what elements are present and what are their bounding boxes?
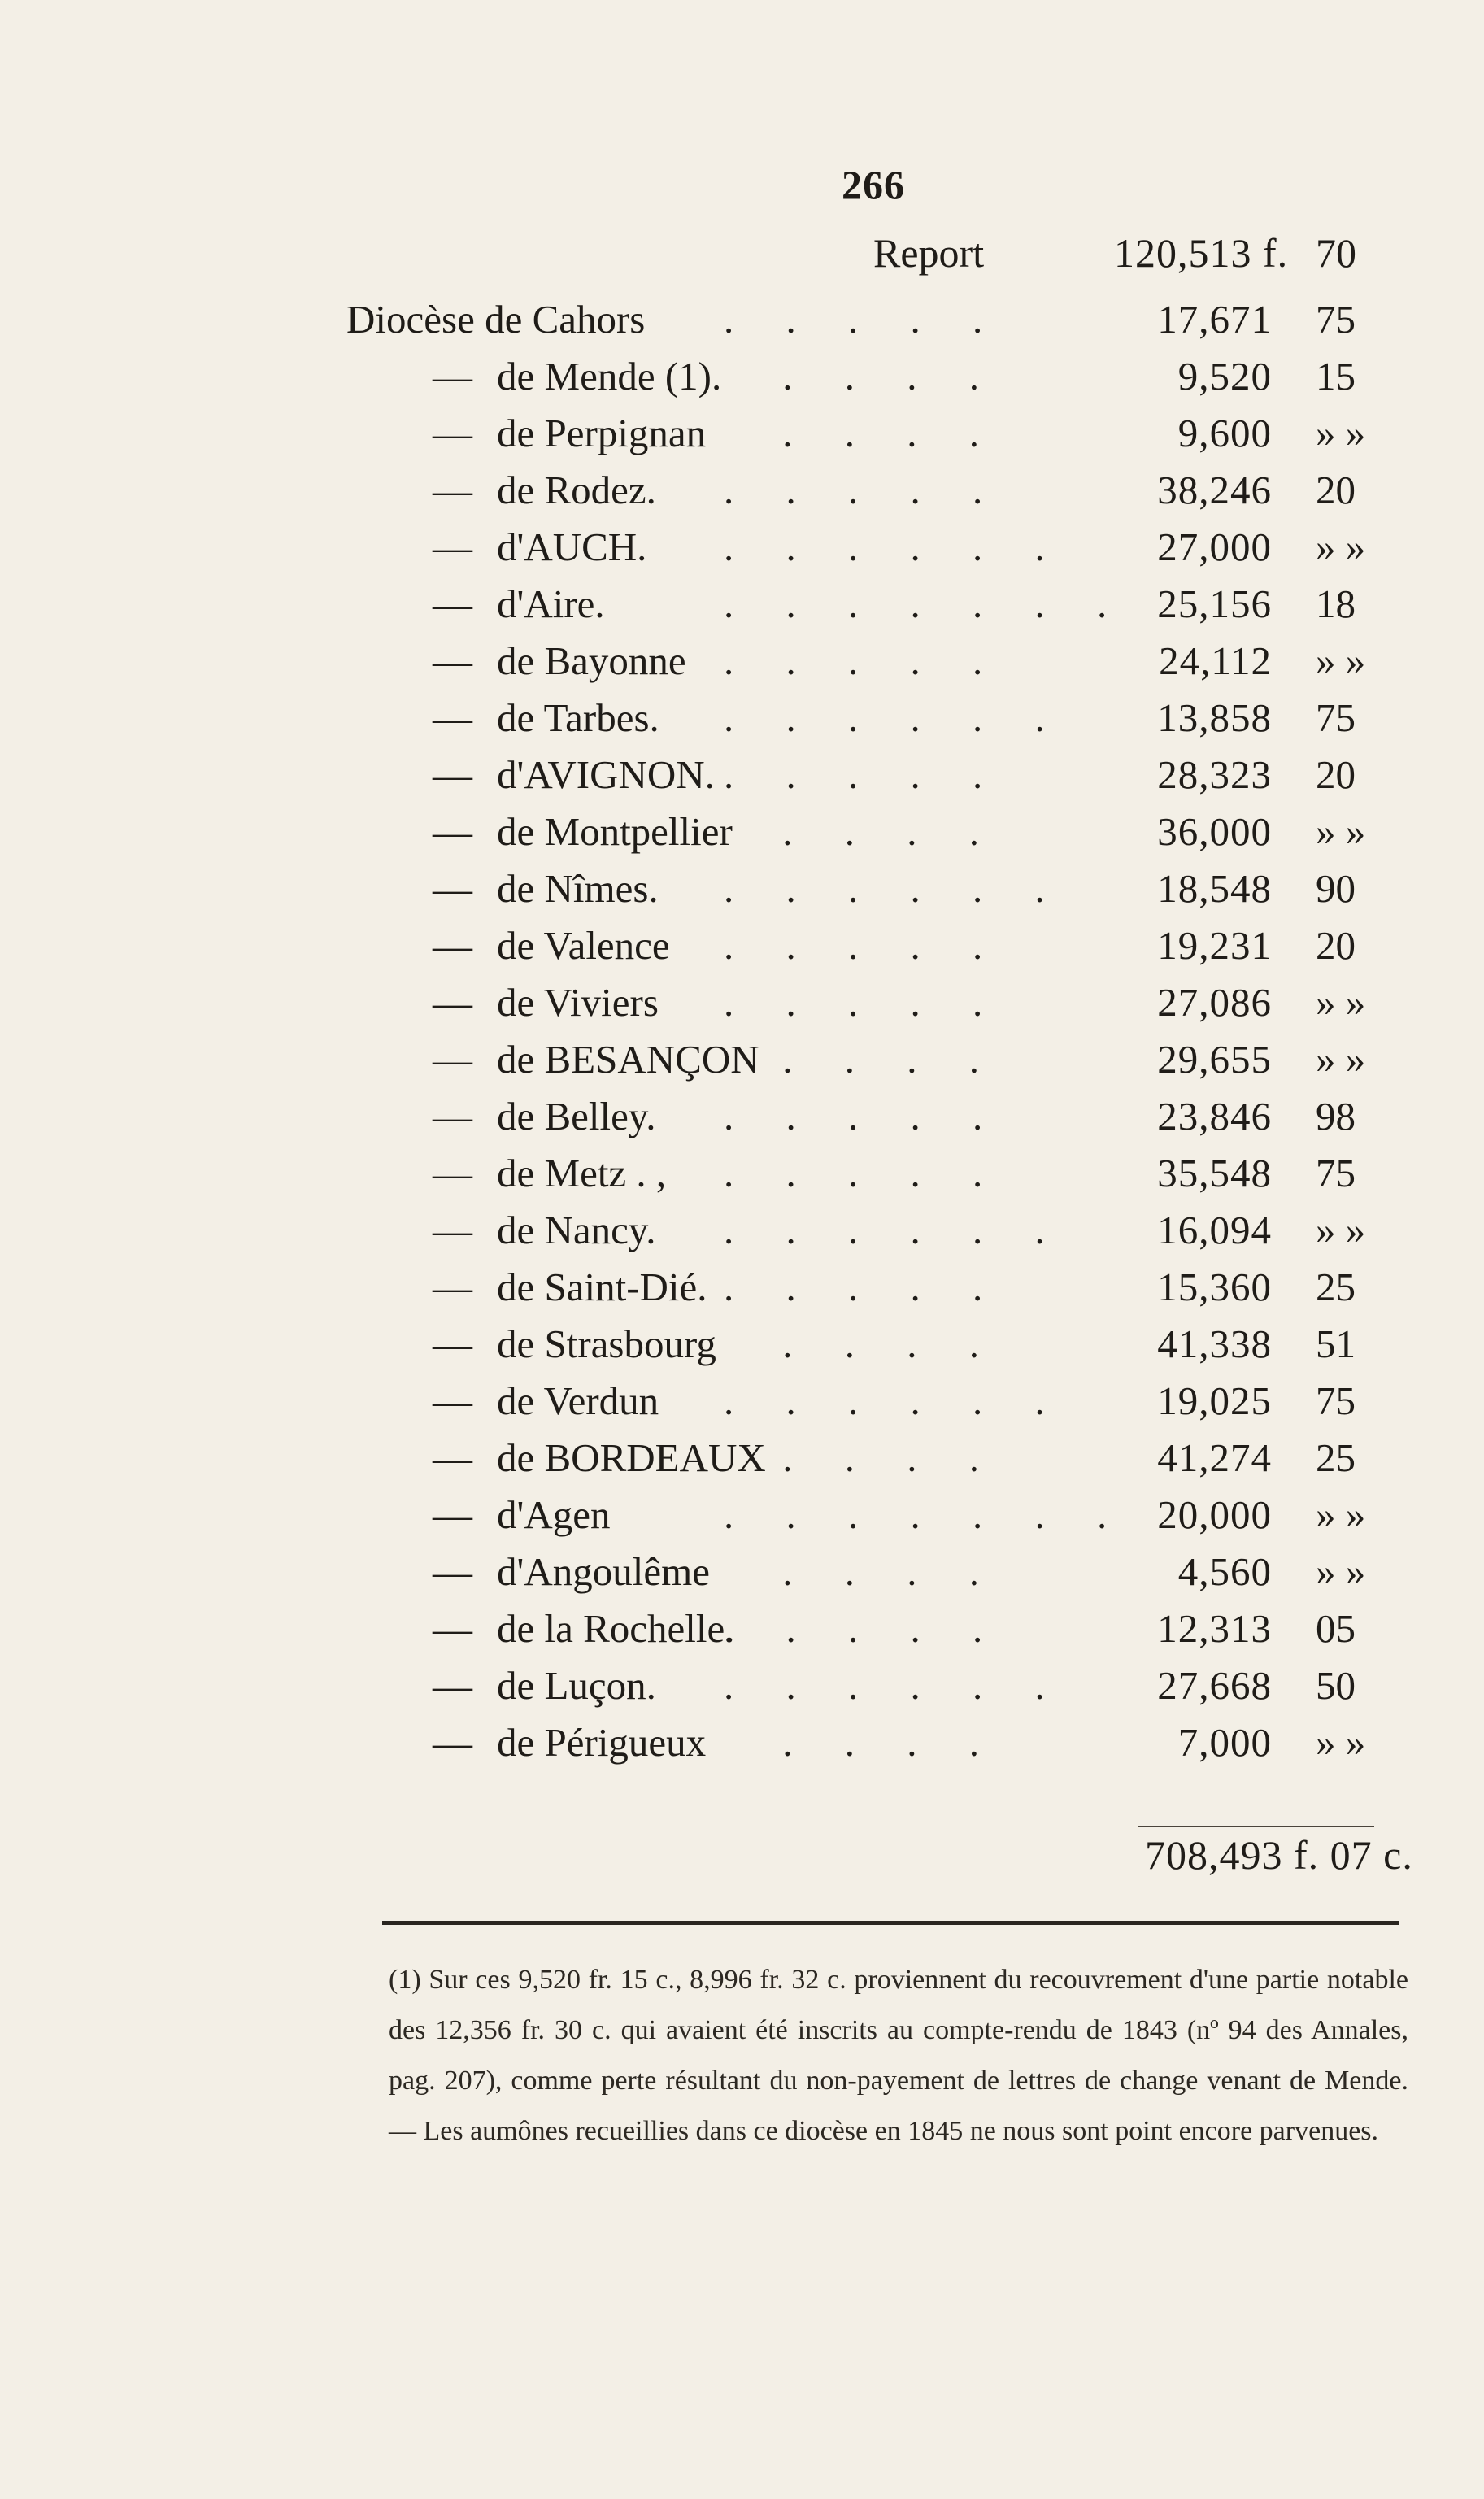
- amount-francs: 27,000: [1157, 525, 1272, 569]
- amount-francs: 12,313: [1157, 1606, 1272, 1651]
- amount-francs: 41,338: [1157, 1321, 1272, 1366]
- leader-dots: . . . .: [782, 1435, 1000, 1480]
- ledger-row: [0, 1714, 1484, 1771]
- diocese-label: d'Aire.: [497, 581, 605, 626]
- leader-dots: . . . . . .: [724, 1208, 1066, 1252]
- ditto-dash: —: [433, 1208, 472, 1252]
- report-amount: 120,513 f.: [1114, 230, 1289, 276]
- diocese-label: de Périgueux: [497, 1720, 707, 1765]
- diocese-name: [433, 1600, 735, 1657]
- diocese-label: d'Angoulême: [497, 1549, 710, 1594]
- leader-dots: . . . .: [782, 809, 1000, 854]
- amount-francs: 15,360: [1157, 1265, 1272, 1309]
- leader-dots: . . . . . .: [724, 866, 1066, 911]
- ditto-dash: —: [433, 1265, 472, 1309]
- report-label: Report: [873, 230, 985, 276]
- diocese-label: de Bayonne: [497, 638, 686, 683]
- leader-dots: . . . .: [782, 1321, 1000, 1366]
- ditto-dash: —: [433, 1549, 472, 1594]
- ledger-row: [0, 1543, 1484, 1600]
- amount-francs: 7,000: [1177, 1720, 1272, 1765]
- amount-centimes: » »: [1316, 1037, 1366, 1082]
- amount-francs: 35,548: [1157, 1151, 1272, 1195]
- amount-francs: 23,846: [1157, 1094, 1272, 1138]
- leader-dots: . . . . .: [724, 297, 1004, 342]
- diocese-label: de Strasbourg: [497, 1321, 716, 1366]
- ditto-dash: —: [433, 866, 472, 911]
- ledger-row: [0, 1031, 1484, 1088]
- leader-dots: . . . . .: [724, 752, 1004, 797]
- diocese-name: [433, 1316, 716, 1373]
- amount-centimes: » »: [1316, 1492, 1366, 1537]
- ditto-dash: —: [433, 1720, 472, 1765]
- diocese-label: de Tarbes.: [497, 695, 659, 740]
- diocese-label: de Saint-Dié.: [497, 1265, 707, 1309]
- diocese-name: [433, 576, 605, 633]
- ledger-row: [0, 519, 1484, 576]
- leader-dots: . . . . . .: [724, 525, 1066, 569]
- leader-dots: . . . . . .: [724, 695, 1066, 740]
- diocese-label: d'Agen: [497, 1492, 611, 1537]
- ditto-dash: —: [433, 638, 472, 683]
- ditto-dash: —: [433, 354, 472, 398]
- diocese-label: de Luçon.: [497, 1663, 656, 1708]
- leader-dots: . . . . .: [724, 468, 1004, 512]
- ledger-row: [0, 1145, 1484, 1202]
- amount-francs: 27,668: [1157, 1663, 1272, 1708]
- amount-francs: 18,548: [1157, 866, 1272, 911]
- footnote-separator: [382, 1921, 1399, 1925]
- ledger-row: [0, 348, 1484, 405]
- diocese-label: de Montpellier: [497, 809, 733, 854]
- ledger-row: [0, 1600, 1484, 1657]
- amount-francs: 16,094: [1157, 1208, 1272, 1252]
- diocese-name: [433, 747, 715, 803]
- amount-centimes: 25: [1316, 1265, 1356, 1309]
- amount-centimes: » »: [1316, 1720, 1366, 1765]
- diocese-label: de Nancy.: [497, 1208, 656, 1252]
- ledger-row: [0, 1316, 1484, 1373]
- diocese-name: [433, 1543, 710, 1600]
- amount-centimes: » »: [1316, 1208, 1366, 1252]
- diocese-label: Diocèse de Cahors: [346, 297, 646, 342]
- ledger-row: [0, 860, 1484, 917]
- diocese-label: de Verdun: [497, 1378, 659, 1423]
- amount-centimes: 20: [1316, 752, 1356, 797]
- diocese-name: [433, 690, 659, 747]
- diocese-ledger: [0, 291, 1484, 1771]
- diocese-name: [433, 860, 659, 917]
- diocese-name: [433, 1714, 706, 1771]
- amount-francs: 9,520: [1177, 354, 1272, 398]
- ditto-dash: —: [433, 752, 472, 797]
- amount-centimes: 15: [1316, 354, 1356, 398]
- total-rule: [1138, 1826, 1374, 1827]
- ledger-row: [0, 1657, 1484, 1714]
- leader-dots: . . . . . .: [724, 1663, 1066, 1708]
- diocese-name: [433, 1430, 766, 1487]
- leader-dots: . . . . .: [724, 1094, 1004, 1138]
- ledger-row: [0, 462, 1484, 519]
- ditto-dash: —: [433, 1151, 472, 1195]
- ditto-dash: —: [433, 695, 472, 740]
- diocese-name: [433, 1145, 666, 1202]
- ditto-dash: —: [433, 1094, 472, 1138]
- amount-francs: 29,655: [1157, 1037, 1272, 1082]
- diocese-name: [433, 405, 706, 462]
- amount-centimes: » »: [1316, 980, 1366, 1025]
- amount-francs: 41,274: [1157, 1435, 1272, 1480]
- diocese-label: d'AUCH.: [497, 525, 647, 569]
- diocese-name: [433, 1088, 655, 1145]
- amount-francs: 20,000: [1157, 1492, 1272, 1537]
- diocese-label: de Rodez.: [497, 468, 656, 512]
- ledger-row: [0, 690, 1484, 747]
- ledger-row: [0, 1487, 1484, 1543]
- leader-dots: . . . .: [782, 1549, 1000, 1594]
- diocese-name: [433, 1487, 610, 1543]
- diocese-name: [433, 633, 686, 690]
- diocese-name: [433, 1373, 659, 1430]
- footnote: (1) Sur ces 9,520 fr. 15 c., 8,996 fr. 32 c. proviennent du recouvrement d'une partie notable des 12,356 fr. 30 c. qui avaient été inscrits au compte-rendu de 1843 (nº 94 des Annales, pag. 207), comme perte résultant du non-payement de lettres de change venant de Mende. — Les aumônes recueillies dans ce diocèse en 1845 ne nous sont point encore parvenues.: [389, 1965, 1408, 2146]
- ditto-dash: —: [433, 1378, 472, 1423]
- grand-total: 708,493 f. 07 c.: [1145, 1832, 1413, 1878]
- ditto-dash: —: [433, 581, 472, 626]
- amount-centimes: 20: [1316, 468, 1356, 512]
- diocese-label: de Valence: [497, 923, 670, 968]
- diocese-name: [433, 803, 733, 860]
- report-cents: 70: [1316, 230, 1356, 276]
- amount-centimes: 20: [1316, 923, 1356, 968]
- ditto-dash: —: [433, 1037, 472, 1082]
- ditto-dash: —: [433, 980, 472, 1025]
- amount-centimes: 90: [1316, 866, 1356, 911]
- leader-dots: . . . . .: [724, 980, 1004, 1025]
- ditto-dash: —: [433, 525, 472, 569]
- ditto-dash: —: [433, 1321, 472, 1366]
- leader-dots: . . . . . . .: [724, 581, 1129, 626]
- amount-centimes: 75: [1316, 297, 1356, 342]
- ditto-dash: —: [433, 1606, 472, 1651]
- ditto-dash: —: [433, 1663, 472, 1708]
- amount-centimes: 75: [1316, 1378, 1356, 1423]
- amount-centimes: » »: [1316, 411, 1366, 455]
- leader-dots: . . . . .: [724, 923, 1004, 968]
- diocese-label: de Perpignan: [497, 411, 707, 455]
- amount-francs: 17,671: [1157, 297, 1272, 342]
- leader-dots: . . . .: [782, 1720, 1000, 1765]
- page-number: 266: [842, 162, 905, 207]
- ledger-row: [0, 576, 1484, 633]
- amount-centimes: 50: [1316, 1663, 1356, 1708]
- diocese-label: de Belley.: [497, 1094, 656, 1138]
- ditto-dash: —: [433, 809, 472, 854]
- amount-francs: 4,560: [1177, 1549, 1272, 1594]
- amount-centimes: 75: [1316, 1151, 1356, 1195]
- amount-francs: 25,156: [1157, 581, 1272, 626]
- ledger-row: [0, 974, 1484, 1031]
- ledger-row: [0, 405, 1484, 462]
- ledger-row: [0, 1373, 1484, 1430]
- ledger-row: [0, 1088, 1484, 1145]
- amount-centimes: 05: [1316, 1606, 1356, 1651]
- diocese-name: [433, 348, 721, 405]
- leader-dots: . . . .: [782, 411, 1000, 455]
- ledger-row: [0, 1430, 1484, 1487]
- ditto-dash: —: [433, 1435, 472, 1480]
- ledger-row: [0, 747, 1484, 803]
- diocese-label: de Nîmes.: [497, 866, 659, 911]
- ditto-dash: —: [433, 411, 472, 455]
- amount-centimes: 51: [1316, 1321, 1356, 1366]
- ledger-row: [0, 1202, 1484, 1259]
- diocese-name: [433, 1657, 656, 1714]
- diocese-name: [433, 519, 646, 576]
- diocese-label: de BESANÇON: [497, 1037, 759, 1082]
- ledger-row: [0, 291, 1484, 348]
- leader-dots: . . . .: [782, 354, 1000, 398]
- diocese-label: de Viviers: [497, 980, 659, 1025]
- amount-centimes: 98: [1316, 1094, 1356, 1138]
- diocese-label: de BORDEAUX: [497, 1435, 766, 1480]
- leader-dots: . . . .: [782, 1037, 1000, 1082]
- diocese-label: de Mende (1).: [497, 354, 722, 398]
- amount-francs: 27,086: [1157, 980, 1272, 1025]
- diocese-name: [433, 917, 670, 974]
- amount-francs: 19,025: [1157, 1378, 1272, 1423]
- amount-centimes: 75: [1316, 695, 1356, 740]
- leader-dots: . . . . .: [724, 1151, 1004, 1195]
- amount-centimes: » »: [1316, 1549, 1366, 1594]
- diocese-name: [433, 974, 659, 1031]
- amount-francs: 28,323: [1157, 752, 1272, 797]
- diocese-label: de Metz . ,: [497, 1151, 667, 1195]
- diocese-label: d'AVIGNON.: [497, 752, 715, 797]
- diocese-name: [433, 1259, 707, 1316]
- amount-francs: 19,231: [1157, 923, 1272, 968]
- leader-dots: . . . . . . .: [724, 1492, 1129, 1537]
- diocese-name: [346, 291, 645, 348]
- amount-centimes: » »: [1316, 809, 1366, 854]
- ledger-row: [0, 1259, 1484, 1316]
- leader-dots: . . . . . .: [724, 1378, 1066, 1423]
- amount-centimes: 18: [1316, 581, 1356, 626]
- diocese-name: [433, 462, 656, 519]
- ditto-dash: —: [433, 923, 472, 968]
- leader-dots: . . . . .: [724, 1265, 1004, 1309]
- amount-centimes: 25: [1316, 1435, 1356, 1480]
- amount-centimes: » »: [1316, 525, 1366, 569]
- leader-dots: . . . . .: [724, 1606, 1004, 1651]
- diocese-name: [433, 1202, 655, 1259]
- diocese-label: de la Rochelle.: [497, 1606, 735, 1651]
- amount-francs: 36,000: [1157, 809, 1272, 854]
- ledger-row: [0, 803, 1484, 860]
- amount-francs: 38,246: [1157, 468, 1272, 512]
- ditto-dash: —: [433, 468, 472, 512]
- amount-centimes: » »: [1316, 638, 1366, 683]
- ledger-row: [0, 917, 1484, 974]
- ditto-dash: —: [433, 1492, 472, 1537]
- leader-dots: . . . . .: [724, 638, 1004, 683]
- amount-francs: 24,112: [1159, 638, 1272, 683]
- amount-francs: 13,858: [1157, 695, 1272, 740]
- amount-francs: 9,600: [1177, 411, 1272, 455]
- diocese-name: [433, 1031, 759, 1088]
- ledger-row: [0, 633, 1484, 690]
